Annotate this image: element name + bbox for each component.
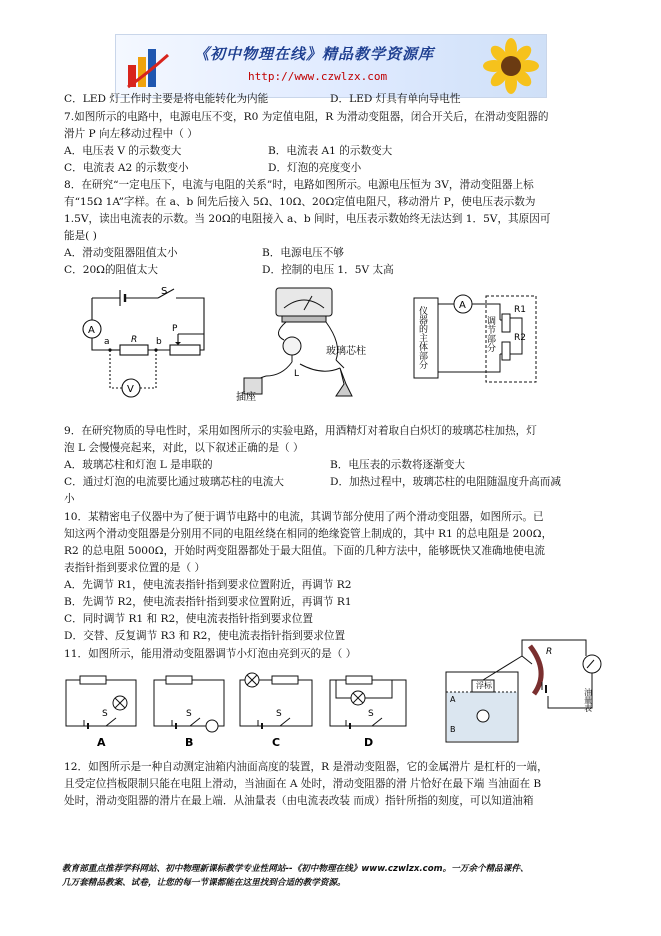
oil-point-b: B — [450, 725, 456, 734]
banner-title: 《初中物理在线》精品教学资源库 — [194, 45, 435, 63]
oil-float-label: 浮标 — [476, 681, 492, 690]
q12-oil-gauge-figure — [436, 632, 616, 750]
instrument-r2-label: R2 — [514, 333, 526, 343]
q10-stem-line2: 知这两个滑动变阻器是分别用不同的电阻丝绕在相同的绝缘瓷管上制成的，其中 R1 的总电阻是 200Ω， — [64, 528, 553, 540]
q10-option-a: A．先调节 R1，使电流表指针指到要求位置附近，再调节 R2 — [64, 579, 352, 591]
circuit-voltmeter-label: V — [127, 384, 134, 395]
q7-stem-line2: 滑片 P 向左移动过程中（ ） — [64, 128, 198, 140]
q9-option-b: B．电压表的示数将逐渐变大 — [330, 459, 465, 471]
q11-label-a: A — [97, 736, 106, 749]
q10-stem-line4: 表指针指到要求位置的是（ ） — [64, 562, 206, 574]
q8-option-a: A．滑动变阻器阻值太小 — [64, 247, 178, 259]
q12-stem-line3: 处时，滑动变阻器的滑片在最上端．从油量表（由电流表改装 而成）指针所指的刻度，可以知道油箱 — [64, 795, 534, 807]
q11-switch-b: S — [186, 709, 192, 719]
q10-stem-line1: 10．某精密电子仪器中为了便于调节电路中的电流，其调节部分使用了两个滑动变阻器，如图所示。已 — [64, 511, 544, 523]
q11-switch-a: S — [102, 709, 108, 719]
lamp-l-label: L — [294, 369, 300, 379]
oil-point-a: A — [450, 695, 456, 704]
q8-option-c: C．20Ω的阻值太大 — [64, 264, 158, 276]
oil-rheostat-label: R — [546, 647, 553, 657]
instrument-main-label: 仪器的主体部分 — [417, 306, 427, 369]
q8-stem-line4: 能是( ) — [64, 230, 97, 242]
q11-stem: 11．如图所示，能用滑动变阻器调节小灯泡由亮到灭的是（ ） — [64, 648, 357, 660]
circuit-point-a: a — [104, 337, 110, 347]
q11-label-d: D — [364, 736, 374, 749]
q9-stem-line2: 泡 L 会慢慢亮起来，对此，以下叙述正确的是（ ） — [64, 442, 304, 454]
q7-option-a: A．电压表 V 的示数变大 — [64, 145, 182, 157]
footer-line2: 几万套精品教案、试卷，让您的每一节课都能在这里找到合适的教学资源。 — [62, 878, 346, 888]
q10-stem-line3: R2 的总电阻 5000Ω，开始时两变阻器都处于最大阻值。下面的几种方法中，能够既快又准确地使电流 — [64, 545, 545, 557]
q7-option-d: D．灯泡的亮度变小 — [268, 162, 362, 174]
site-logo-icon — [124, 43, 172, 91]
circuit-switch-label: S — [161, 286, 168, 297]
q7-option-c: C．电流表 A2 的示数变小 — [64, 162, 189, 174]
q11-switch-d: S — [368, 709, 374, 719]
q9-stem-line1: 9．在研究物质的导电性时，采用如图所示的实验电路，用酒精灯对着取自白炽灯的玻璃芯柱加热，灯 — [64, 425, 537, 437]
q11-switch-c: S — [276, 709, 282, 719]
q10-option-b: B．先调节 R2，使电流表指针指到要求位置附近，再调节 R1 — [64, 596, 352, 608]
socket-label: 插座 — [236, 392, 256, 402]
q7-stem-line1: 7.如图所示的电路中，电源电压不变，R0 为定值电阻，R 为滑动变阻器，闭合开关后，在滑动变阻器的 — [64, 111, 549, 123]
q10-option-d: D．交替、反复调节 R3 和 R2，使电流表指针指到要求位置 — [64, 630, 346, 642]
footer-line1: 教育部重点推荐学科网站、初中物理新课标教学专业性网站--《初中物理在线》www.czwlzx.com。一万余个精品课件、 — [62, 864, 529, 874]
banner-url: http://www.czwlzx.com — [248, 70, 388, 83]
q6-option-d: D．LED 灯具有单向导电性 — [330, 93, 461, 105]
sunflower-icon — [480, 37, 542, 95]
q11-circuits-figure — [62, 668, 412, 750]
circuit-slider-label: P — [172, 324, 178, 334]
q10-instrument-figure — [410, 292, 542, 386]
q7-option-b: B．电流表 A1 的示数变大 — [268, 145, 393, 157]
instrument-ammeter-label: A — [459, 300, 466, 311]
circuit-resistor-label: R — [131, 335, 138, 345]
q8-stem-line2: 有“15Ω 1A”字样。在 a、b 间先后接入 5Ω、10Ω、20Ω定值电阻尺，移动滑片 P，使电压表示数为 — [64, 196, 536, 208]
q8-stem-line1: 8．在研究“一定电压下，电流与电阻的关系”时，电路如图所示。电源电压恒为 3V，滑动变阻器上标 — [64, 179, 534, 191]
q8-circuit-figure — [76, 284, 216, 402]
q8-stem-line3: 1.5V，读出电流表的示数。当 20Ω的电阻接入 a、b 间时，电压表示数始终无法达到 1．5V，其原因可 — [64, 213, 551, 225]
q9-option-d-line1: D．加热过程中，玻璃芯柱的电阻随温度升高而减 — [330, 476, 561, 488]
q6-option-c: C．LED 灯工作时主要是将电能转化为内能 — [64, 93, 269, 105]
glass-core-label: 玻璃芯柱 — [326, 346, 366, 357]
q10-option-c: C．同时调节 R1 和 R2，使电流表指针指到要求位置 — [64, 613, 313, 625]
q9-option-a: A．玻璃芯柱和灯泡 L 是串联的 — [64, 459, 213, 471]
q9-glass-core-figure — [232, 284, 382, 402]
q11-label-c: C — [272, 736, 281, 749]
q9-option-c: C．通过灯泡的电流要比通过玻璃芯柱的电流大 — [64, 476, 284, 488]
circuit-point-b: b — [156, 337, 162, 347]
q11-label-b: B — [185, 736, 194, 749]
oil-gauge-label: 油量表 — [583, 688, 593, 712]
q9-option-d-line2: 小 — [64, 493, 75, 505]
circuit-ammeter-label: A — [88, 325, 95, 336]
q12-stem-line2: 且受定位挡板限制只能在电阻上滑动，当油面在 A 处时，滑动变阻器的滑 片恰好在最下端 当油面在 B — [64, 778, 542, 790]
q12-stem-line1: 12．如图所示是一种自动测定油箱内油面高度的装置，R 是滑动变阻器，它的金属滑片 是杠杆的一端， — [64, 761, 548, 773]
site-banner — [115, 34, 547, 98]
page-footer — [62, 862, 622, 890]
instrument-adjust-label: 调节部分 — [485, 316, 495, 352]
q8-option-b: B．电源电压不够 — [262, 247, 344, 259]
instrument-r1-label: R1 — [514, 305, 526, 315]
q8-option-d: D．控制的电压 1．5V 太高 — [262, 264, 394, 276]
